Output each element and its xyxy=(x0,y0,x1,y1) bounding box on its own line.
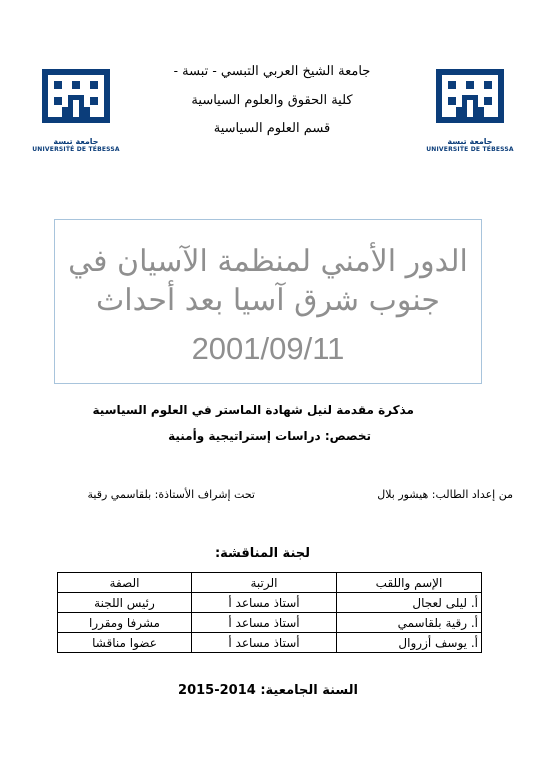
thesis-specialty: تخصص: دراسات إستراتيجية وأمنية xyxy=(168,429,371,443)
member-name: أ. رقية بلقاسمي xyxy=(337,613,482,633)
logo-caption-ar: جامعة تبسة xyxy=(53,137,99,146)
member-name: أ. ليلى لعجال xyxy=(337,593,482,613)
committee-table xyxy=(57,572,482,653)
thesis-title-line-1: الدور الأمني لمنظمة الآسيان في xyxy=(68,244,468,279)
table-row xyxy=(58,613,482,633)
department-name: قسم العلوم السياسية xyxy=(213,121,331,136)
university-logo-right xyxy=(426,67,515,153)
table-row xyxy=(58,633,482,653)
logo-caption-fr: UNIVERSITE DE TEBESSA xyxy=(426,146,514,153)
logo-caption-fr: UNIVERSITÉ DE TEBESSA xyxy=(32,146,120,153)
member-role: مشرفا ومقررا xyxy=(58,613,192,633)
academic-year: السنة الجامعية: 2014-2015 xyxy=(178,683,358,698)
table-row xyxy=(58,593,482,613)
university-emblem-icon xyxy=(40,67,112,133)
member-rank: أستاذ مساعد أ xyxy=(192,633,337,653)
table-header-row xyxy=(58,573,482,593)
member-role: عضوا مناقشا xyxy=(58,633,192,653)
member-rank: أستاذ مساعد أ xyxy=(192,593,337,613)
thesis-purpose: مذكرة مقدمة لنيل شهادة الماستر في العلوم السياسية xyxy=(92,403,414,417)
supervisor-name: تحت إشراف الأستاذة: بلقاسمي رقية xyxy=(87,488,255,501)
faculty-name: كلية الحقوق والعلوم السياسية xyxy=(191,93,353,108)
university-name: جامعة الشيخ العربي التبسي - تبسة - xyxy=(173,64,371,79)
member-rank: أستاذ مساعد أ xyxy=(192,613,337,633)
column-header-rank: الرتبة xyxy=(192,573,337,593)
thesis-title-line-2: جنوب شرق آسيا بعد أحداث xyxy=(96,283,440,318)
thesis-title-date: 2001/09/11 xyxy=(191,331,345,366)
university-logo-left xyxy=(32,67,121,153)
member-role: رئيس اللجنة xyxy=(58,593,192,613)
column-header-role: الصفة xyxy=(58,573,192,593)
column-header-name: الإسم واللقب xyxy=(337,573,482,593)
university-emblem-icon xyxy=(434,67,506,133)
committee-heading: لجنة المناقشة: xyxy=(214,546,310,561)
member-name: أ. يوسف أزروال xyxy=(337,633,482,653)
student-name: من إعداد الطالب: هيشور بلال xyxy=(377,488,513,501)
logo-caption-ar: جامعة تبسة xyxy=(447,137,493,146)
